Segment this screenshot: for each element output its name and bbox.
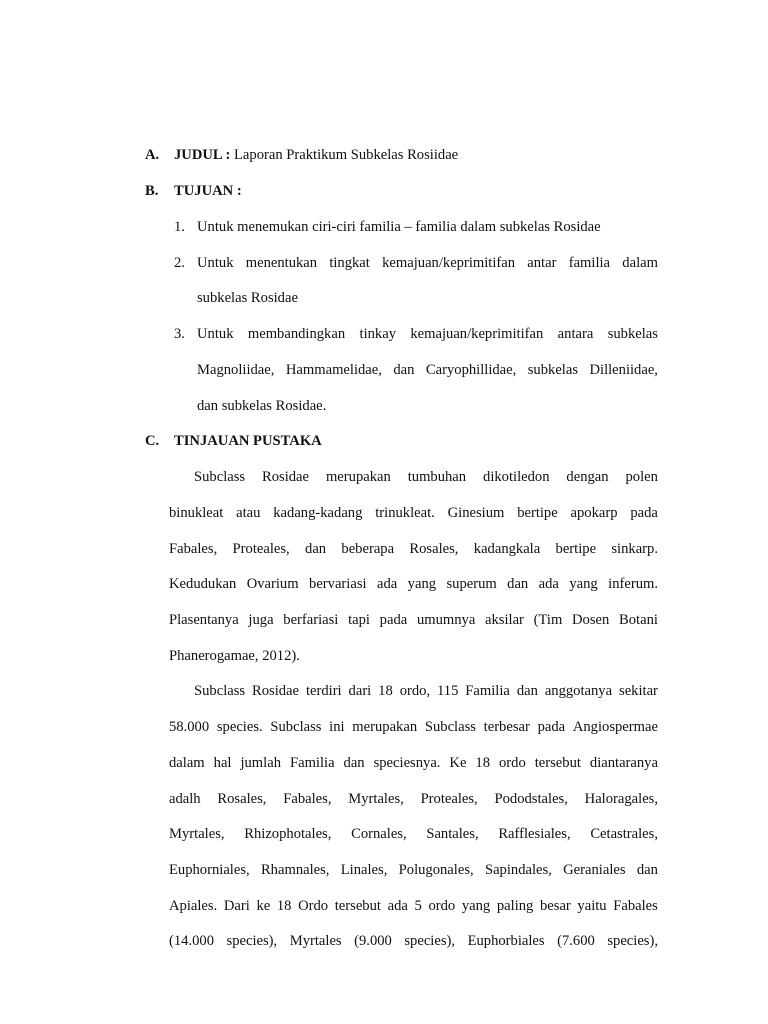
word: Untuk <box>197 326 234 342</box>
paragraph-2-line-6 <box>169 861 658 879</box>
word: tersebut <box>534 755 581 771</box>
section-b-letter: B. <box>145 183 159 199</box>
tujuan-item-3-number: 3. <box>174 326 185 342</box>
word: ada <box>387 898 408 914</box>
word: aksilar <box>485 612 524 628</box>
paragraph-1-line-5 <box>169 611 658 629</box>
word: Santales, <box>426 826 479 842</box>
word: diantaranya <box>589 755 658 771</box>
word: speciesnya. <box>373 755 441 771</box>
word: tumbuhan <box>407 469 467 485</box>
word: Rosidae <box>262 469 310 485</box>
paragraph-1-line-1 <box>194 468 658 486</box>
word: ordo, <box>399 683 431 699</box>
word: Pododstales, <box>494 791 568 807</box>
paragraph-2-line-4 <box>169 790 658 808</box>
word: Proteales, <box>232 541 290 557</box>
word: kadang-kadang <box>273 505 363 521</box>
tujuan-item-2-number: 2. <box>174 255 185 271</box>
word: species), <box>226 933 278 949</box>
word: umumnya <box>416 612 476 628</box>
word: dikotiledon <box>483 469 550 485</box>
word: Dilleniidae, <box>589 362 658 378</box>
word: bertipe <box>555 541 597 557</box>
word: Polugonales, <box>398 862 474 878</box>
word: pada <box>537 719 566 735</box>
paragraph-2-line-2 <box>169 718 658 736</box>
tujuan-item-3-line-1 <box>197 325 658 343</box>
word: (14.000 <box>169 933 214 949</box>
paragraph-2-line-3 <box>169 754 658 772</box>
paragraph-1-line-4 <box>169 575 658 593</box>
word: dalam <box>622 255 658 271</box>
word: Sapindales, <box>484 862 552 878</box>
word: berfariasi <box>283 612 339 628</box>
word: yang <box>569 576 598 592</box>
word: sinkarp. <box>611 541 658 557</box>
word: juga <box>248 612 274 628</box>
word: Euphorniales, <box>169 862 250 878</box>
word: dan <box>507 576 529 592</box>
word: dan <box>516 683 538 699</box>
word: terdiri <box>305 683 342 699</box>
word: polen <box>625 469 658 485</box>
word: (9.000 <box>354 933 392 949</box>
word: Untuk <box>197 255 234 271</box>
word: Cornales, <box>351 826 407 842</box>
word: bervariasi <box>309 576 367 592</box>
word: kemajuan/keprimitifan <box>382 255 516 271</box>
word: ada <box>376 576 398 592</box>
word: Rosidae <box>252 683 300 699</box>
word: atau <box>236 505 261 521</box>
tujuan-item-3-line-3: dan subkelas Rosidae. <box>197 398 327 414</box>
word: Botani <box>619 612 658 628</box>
word: Euphorbiales <box>467 933 545 949</box>
word: Kedudukan <box>169 576 237 592</box>
section-a-title: Laporan Praktikum Subkelas Rosiidae <box>230 147 459 163</box>
word: (Tim <box>533 612 563 628</box>
word: Familia <box>289 755 335 771</box>
word: 18 <box>378 683 393 699</box>
word: dan <box>636 862 658 878</box>
word: Fabales, <box>169 541 218 557</box>
word: Fabales <box>613 898 658 914</box>
word: inferum. <box>608 576 658 592</box>
word: Subclass <box>424 719 476 735</box>
word: antara <box>557 326 594 342</box>
section-a-letter: A. <box>145 147 160 163</box>
word: tinkay <box>359 326 396 342</box>
word: Myrtales, <box>169 826 225 842</box>
paragraph-2-line-8 <box>169 932 658 950</box>
word: Caryophillidae, <box>425 362 517 378</box>
word: Linales, <box>340 862 388 878</box>
word: kadangkala <box>473 541 541 557</box>
word: subkelas <box>607 326 658 342</box>
word: Myrtales, <box>348 791 404 807</box>
word: Subclass <box>194 469 246 485</box>
word: 58.000 <box>169 719 210 735</box>
word: dan <box>343 755 365 771</box>
word: Cetastrales, <box>590 826 658 842</box>
word: Geraniales <box>563 862 626 878</box>
word: Hammamelidae, <box>285 362 382 378</box>
paragraph-1-line-2 <box>169 504 658 522</box>
word: species. <box>216 719 263 735</box>
word: Ordo <box>298 898 329 914</box>
paragraph-2-line-7 <box>169 897 658 915</box>
word: tingkat <box>329 255 370 271</box>
word: dengan <box>566 469 609 485</box>
word: ke <box>256 898 271 914</box>
word: menentukan <box>245 255 318 271</box>
word: paling <box>496 898 534 914</box>
word: pada <box>379 612 408 628</box>
word: species), <box>607 933 658 949</box>
word: Myrtales <box>289 933 342 949</box>
tujuan-item-2-line-1 <box>197 254 658 272</box>
word: jumlah <box>240 755 281 771</box>
word: Ginesium <box>447 505 505 521</box>
word: subkelas <box>527 362 579 378</box>
section-b-label: TUJUAN : <box>174 183 242 199</box>
word: terbesar <box>483 719 530 735</box>
word: Fabales, <box>283 791 332 807</box>
word: Subclass <box>194 683 246 699</box>
word: 5 <box>414 898 422 914</box>
word: Ovarium <box>246 576 299 592</box>
word: hal <box>213 755 232 771</box>
word: Subclass <box>270 719 322 735</box>
word: antar <box>527 255 557 271</box>
word: Rosales, <box>217 791 267 807</box>
paragraph-2-line-1 <box>194 682 658 700</box>
word: 18 <box>475 755 491 771</box>
word: Apiales. <box>169 898 218 914</box>
word: ordo <box>428 898 456 914</box>
word: Plasentanya <box>169 612 239 628</box>
word: superum <box>446 576 497 592</box>
word: bertipe <box>517 505 558 521</box>
tujuan-item-3-line-2 <box>197 361 658 379</box>
word: Dari <box>223 898 250 914</box>
paragraph-2-line-5 <box>169 825 658 843</box>
word: Ke <box>449 755 467 771</box>
word: ada <box>538 576 559 592</box>
word: species), <box>404 933 456 949</box>
tujuan-item-2-line-2: subkelas Rosidae <box>197 290 298 306</box>
word: anggotanya <box>544 683 613 699</box>
word: apokarp <box>570 505 618 521</box>
word: Rhamnales, <box>260 862 330 878</box>
word: adalh <box>169 791 201 807</box>
word: dan <box>393 362 415 378</box>
word: tersebut <box>334 898 381 914</box>
word: 18 <box>276 898 292 914</box>
word: membandingkan <box>247 326 346 342</box>
word: Dosen <box>572 612 610 628</box>
paragraph-1-line-6: Phanerogamae, 2012). <box>169 648 300 664</box>
word: trinukleat. <box>375 505 435 521</box>
word: Haloragales, <box>584 791 658 807</box>
section-a-label: JUDUL : <box>174 147 231 163</box>
word: besar <box>539 898 571 914</box>
word: pada <box>630 505 658 521</box>
word: ordo <box>498 755 526 771</box>
tujuan-item-1-line-1: Untuk menemukan ciri-ciri familia – familia dalam subkelas Rosidae <box>197 219 601 235</box>
word: yang <box>407 576 437 592</box>
word: merupakan <box>352 719 418 735</box>
section-a-heading <box>174 146 458 164</box>
word: Magnoliidae, <box>197 362 275 378</box>
word: tapi <box>348 612 370 628</box>
word: 115 <box>437 683 459 699</box>
word: yaitu <box>577 898 607 914</box>
word: Rhizophotales, <box>244 826 332 842</box>
word: kemajuan/keprimitifan <box>410 326 544 342</box>
word: Rosales, <box>409 541 459 557</box>
word: dari <box>348 683 372 699</box>
word: Proteales, <box>420 791 478 807</box>
tujuan-item-1-number: 1. <box>174 219 185 235</box>
word: dan <box>305 541 327 557</box>
word: beberapa <box>341 541 395 557</box>
word: yang <box>461 898 491 914</box>
word: dalam <box>169 755 205 771</box>
section-c-letter: C. <box>145 433 160 449</box>
word: (7.600 <box>557 933 595 949</box>
word: ini <box>329 719 345 735</box>
section-c-label: TINJAUAN PUSTAKA <box>174 433 322 449</box>
word: Rafflesiales, <box>498 826 571 842</box>
word: familia <box>568 255 611 271</box>
word: Angiospermae <box>572 719 658 735</box>
word: binukleat <box>169 505 224 521</box>
word: sekitar <box>619 683 658 699</box>
word: merupakan <box>325 469 391 485</box>
word: Familia <box>465 683 510 699</box>
paragraph-1-line-3 <box>169 540 658 558</box>
